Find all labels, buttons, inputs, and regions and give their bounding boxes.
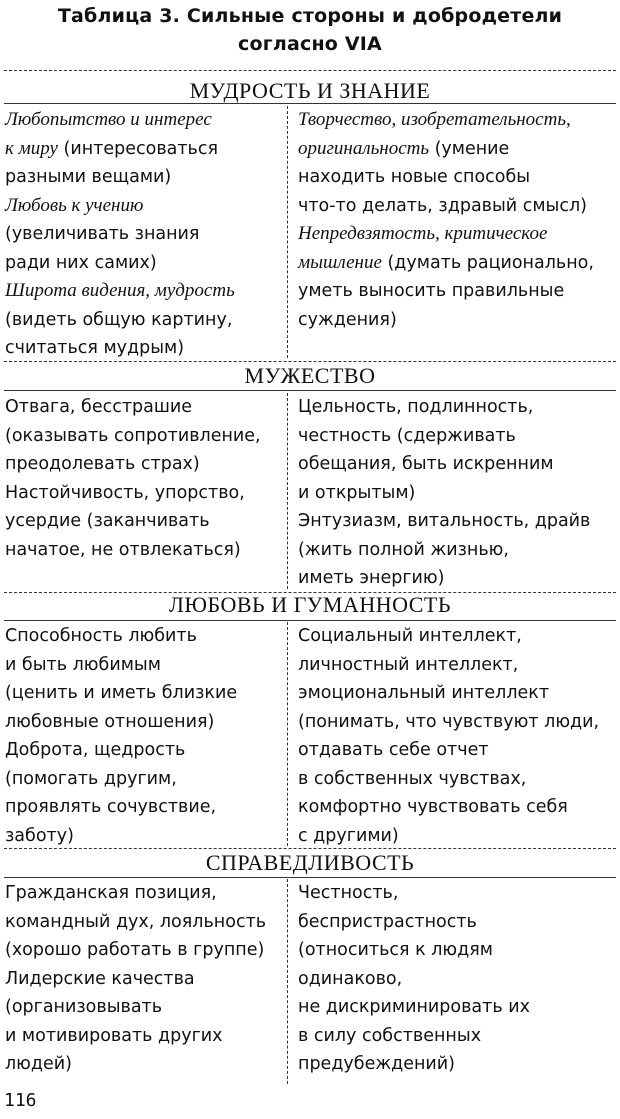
section-title-courage: МУЖЕСТВО xyxy=(244,363,376,388)
text-line: заботу) xyxy=(5,825,74,846)
text-line: иметь энергию) xyxy=(298,568,445,588)
text-line: (видеть общую картину, xyxy=(5,309,233,330)
text-line: (хорошо работать в группе) xyxy=(5,940,265,960)
text-line: (ценить и иметь близкие xyxy=(5,683,238,703)
section-courage-right-column xyxy=(298,393,616,593)
text-line: (понимать, что чувствуют люди, xyxy=(298,711,600,732)
section-title-humanity: ЛЮБОВЬ И ГУМАННОСТЬ xyxy=(168,592,452,617)
text-line: в силу собственных xyxy=(298,1025,482,1046)
column-divider xyxy=(287,622,288,846)
text-line: (увеличивать знания xyxy=(5,224,200,244)
section-wisdom-left-column xyxy=(5,106,283,363)
text-line: проявлять сочувствие, xyxy=(5,797,217,817)
text-line: уметь выносить правильные xyxy=(298,281,565,301)
section-wisdom-right-column xyxy=(298,106,616,334)
text-line: Цельность, подлинность, xyxy=(298,397,534,417)
text-line: личностный интеллект, xyxy=(298,654,519,675)
text-line: командный дух, лояльность xyxy=(5,911,267,932)
text-line: ради них самих) xyxy=(5,252,157,273)
section-justice-right-column xyxy=(298,879,616,1079)
text-line: (оказывать сопротивление, xyxy=(5,425,261,446)
text-line: Доброта, щедрость xyxy=(5,740,186,760)
page-number: 116 xyxy=(4,1090,37,1111)
text-line: Социальный интеллект, xyxy=(298,626,522,646)
column-divider xyxy=(287,393,288,589)
text-line: усердие (заканчивать xyxy=(5,511,210,531)
text-line: эмоциональный интеллект xyxy=(298,683,550,703)
text-line: с другими) xyxy=(298,825,399,846)
section-rule-bottom xyxy=(4,620,616,621)
text-line: Непредвзятость, критическое xyxy=(298,223,548,244)
text-line: в собственных чувствах, xyxy=(298,768,527,789)
text-line: Энтузиазм, витальность, драйв xyxy=(298,511,591,531)
text-line: Лидерские качества xyxy=(5,968,195,989)
text-line: любовные отношения) xyxy=(5,711,215,732)
text-line: предубеждений) xyxy=(298,1054,455,1074)
text-line: к миру (интересоваться xyxy=(5,137,219,159)
text-line: Отвага, бесстрашие xyxy=(5,397,193,417)
section-humanity-right-column xyxy=(298,622,616,850)
caption-line-1: Таблица 3. Сильные стороны и добродетели xyxy=(57,5,563,27)
text-line: беспристрастность xyxy=(298,911,477,932)
text-line: (организовывать xyxy=(5,997,163,1017)
text-line: (помогать другим, xyxy=(5,768,177,789)
column-divider xyxy=(287,879,288,1084)
text-line: обещания, быть искренним xyxy=(298,454,554,474)
section-courage-left-column xyxy=(5,393,283,564)
text-line: комфортно чувствовать себя xyxy=(298,797,568,817)
text-line: разными вещами) xyxy=(5,167,172,187)
text-line: Честность, xyxy=(298,883,399,903)
text-line: отдавать себе отчет xyxy=(298,740,489,760)
text-line: Любопытство и интерес xyxy=(5,109,212,130)
text-line: находить новые способы xyxy=(298,167,531,187)
section-justice-left-column xyxy=(5,879,283,1079)
text-line: оригинальность (умение xyxy=(298,137,510,159)
text-line: преодолевать страх) xyxy=(5,454,200,474)
text-line: Любовь к учению xyxy=(5,194,144,216)
text-line: Творчество, изобретательность, xyxy=(298,109,571,130)
text-line: суждения) xyxy=(298,309,397,330)
text-line: и мотивировать других xyxy=(5,1025,223,1046)
text-line: Гражданская позиция, xyxy=(5,883,217,903)
section-title-justice: СПРАВЕДЛИВОСТЬ xyxy=(205,850,415,875)
text-line: не дискриминировать их xyxy=(298,997,530,1017)
column-divider xyxy=(287,106,288,358)
section-rule-bottom xyxy=(4,103,616,104)
section-humanity-left-column xyxy=(5,622,283,850)
text-line: мышление (думать рационально, xyxy=(298,251,594,273)
text-line: (относиться к людям xyxy=(298,940,493,960)
section-title-wisdom: МУДРОСТЬ И ЗНАНИЕ xyxy=(189,78,431,103)
text-line: и открытым) xyxy=(298,482,416,503)
text-line: Способность любить xyxy=(5,626,197,646)
text-line: честность (сдерживать xyxy=(298,425,516,446)
section-rule-top xyxy=(4,70,616,71)
section-rule-top xyxy=(4,361,616,362)
text-line: Настойчивость, упорство, xyxy=(5,482,245,503)
text-line: считаться мудрым) xyxy=(5,338,185,358)
section-rule-top xyxy=(4,848,616,849)
text-line: что-то делать, здравый смысл) xyxy=(298,195,588,216)
caption-line-2: согласно VIA xyxy=(238,33,382,55)
text-line: начатое, не отвлекаться) xyxy=(5,539,241,560)
text-line: и быть любимым xyxy=(5,654,161,675)
text-line: людей) xyxy=(5,1054,72,1074)
section-rule-bottom xyxy=(4,877,616,878)
text-line: одинаково, xyxy=(298,968,403,989)
text-line: Широта видения, мудрость xyxy=(5,280,235,301)
text-line: (жить полной жизнью, xyxy=(298,539,509,560)
section-rule-bottom xyxy=(4,390,616,391)
